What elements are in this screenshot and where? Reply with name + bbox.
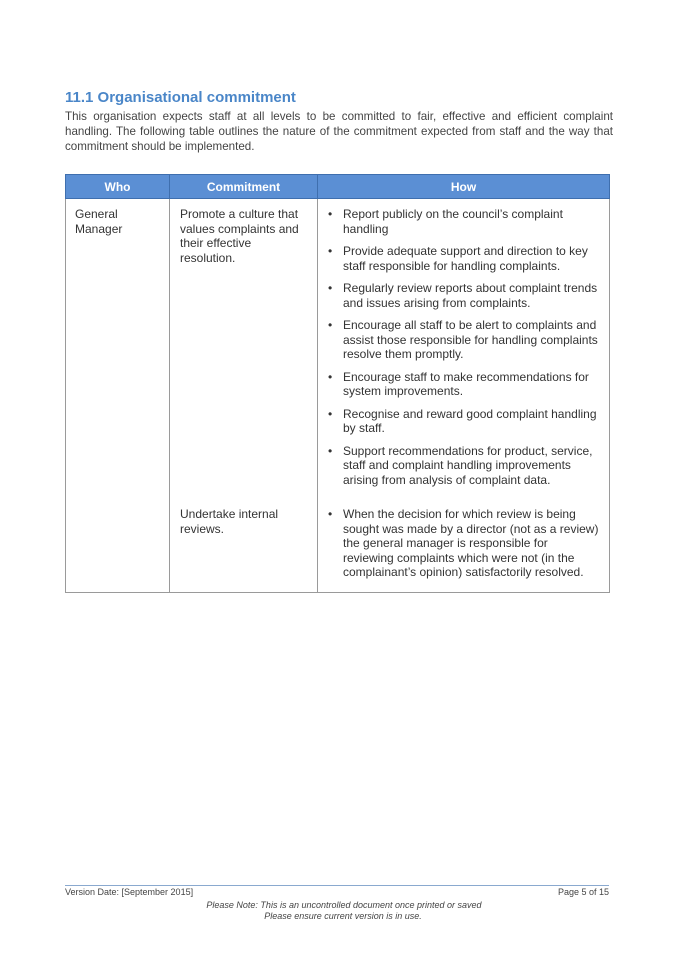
bullet-icon: • [328, 207, 333, 221]
how-list-item [327, 507, 599, 580]
how-item-text: Encourage all staff to be alert to complaints and assist those responsible for handling complaints resolve them promptly. [343, 318, 598, 361]
table-header-row [66, 175, 610, 199]
bullet-icon: • [328, 244, 333, 258]
how-list-item [327, 444, 599, 488]
commitment-cell: Promote a culture that values complaints and their effective resolution. [170, 199, 318, 508]
table-row [66, 199, 610, 508]
bullet-icon: • [328, 507, 333, 521]
footer-current-version-note: Please ensure current version is in use. [264, 911, 422, 921]
how-list-item [327, 407, 599, 436]
how-item-text: Recognise and reward good complaint handling by staff. [343, 406, 597, 435]
how-list-item [327, 281, 599, 310]
bullet-icon: • [328, 318, 333, 332]
bullet-icon: • [328, 281, 333, 295]
how-item-text: Regularly review reports about complaint trends and issues arising from complaints. [343, 281, 598, 310]
how-item-text: Encourage staff to make recommendations for system improvements. [343, 369, 589, 398]
how-list-item [327, 244, 599, 273]
how-item-text: When the decision for which review is being sought was made by a director (not as a review) the general manager is responsible for reviewing complaints which were not (in the complainant’s opinion) satisfactorily resolved. [343, 507, 599, 579]
section-intro: This organisation expects staff at all levels to be committed to fair, effective and efficient complaint handling. The following table outlines the nature of the commitment expected from staff and the way that commitment should be implemented. [65, 110, 613, 153]
how-list [327, 207, 599, 487]
bullet-icon: • [328, 443, 333, 458]
footer-uncontrolled-note: Please Note: This is an uncontrolled document once printed or saved [206, 900, 482, 910]
footer-version-date: Version Date: [September 2015] [65, 887, 194, 897]
section-heading: 11.1 Organisational commitment [65, 89, 296, 106]
how-cell [318, 507, 610, 592]
how-list-item [327, 370, 599, 399]
how-list [327, 507, 599, 580]
bullet-icon: • [328, 406, 333, 421]
header-commitment: Commitment [170, 175, 318, 199]
how-cell [318, 199, 610, 508]
commitment-table [65, 174, 610, 593]
bullet-icon: • [328, 369, 333, 384]
table-row [66, 507, 610, 592]
how-list-item [327, 207, 599, 236]
commitment-cell: Undertake internal reviews. [170, 507, 318, 592]
footer-divider [65, 885, 609, 886]
who-cell [66, 507, 170, 592]
how-list-item [327, 318, 599, 362]
footer-page-number: Page 5 of 15 [557, 887, 609, 897]
how-item-text: Report publicly on the council’s complaint handling [343, 207, 563, 236]
who-cell: General Manager [66, 199, 170, 508]
how-item-text: Provide adequate support and direction to key staff responsible for handling complaints. [343, 244, 588, 273]
how-item-text: Support recommendations for product, service, staff and complaint handling improvements arising from analysis of complaint data. [343, 443, 593, 487]
header-how: How [318, 175, 610, 199]
header-who: Who [66, 175, 170, 199]
